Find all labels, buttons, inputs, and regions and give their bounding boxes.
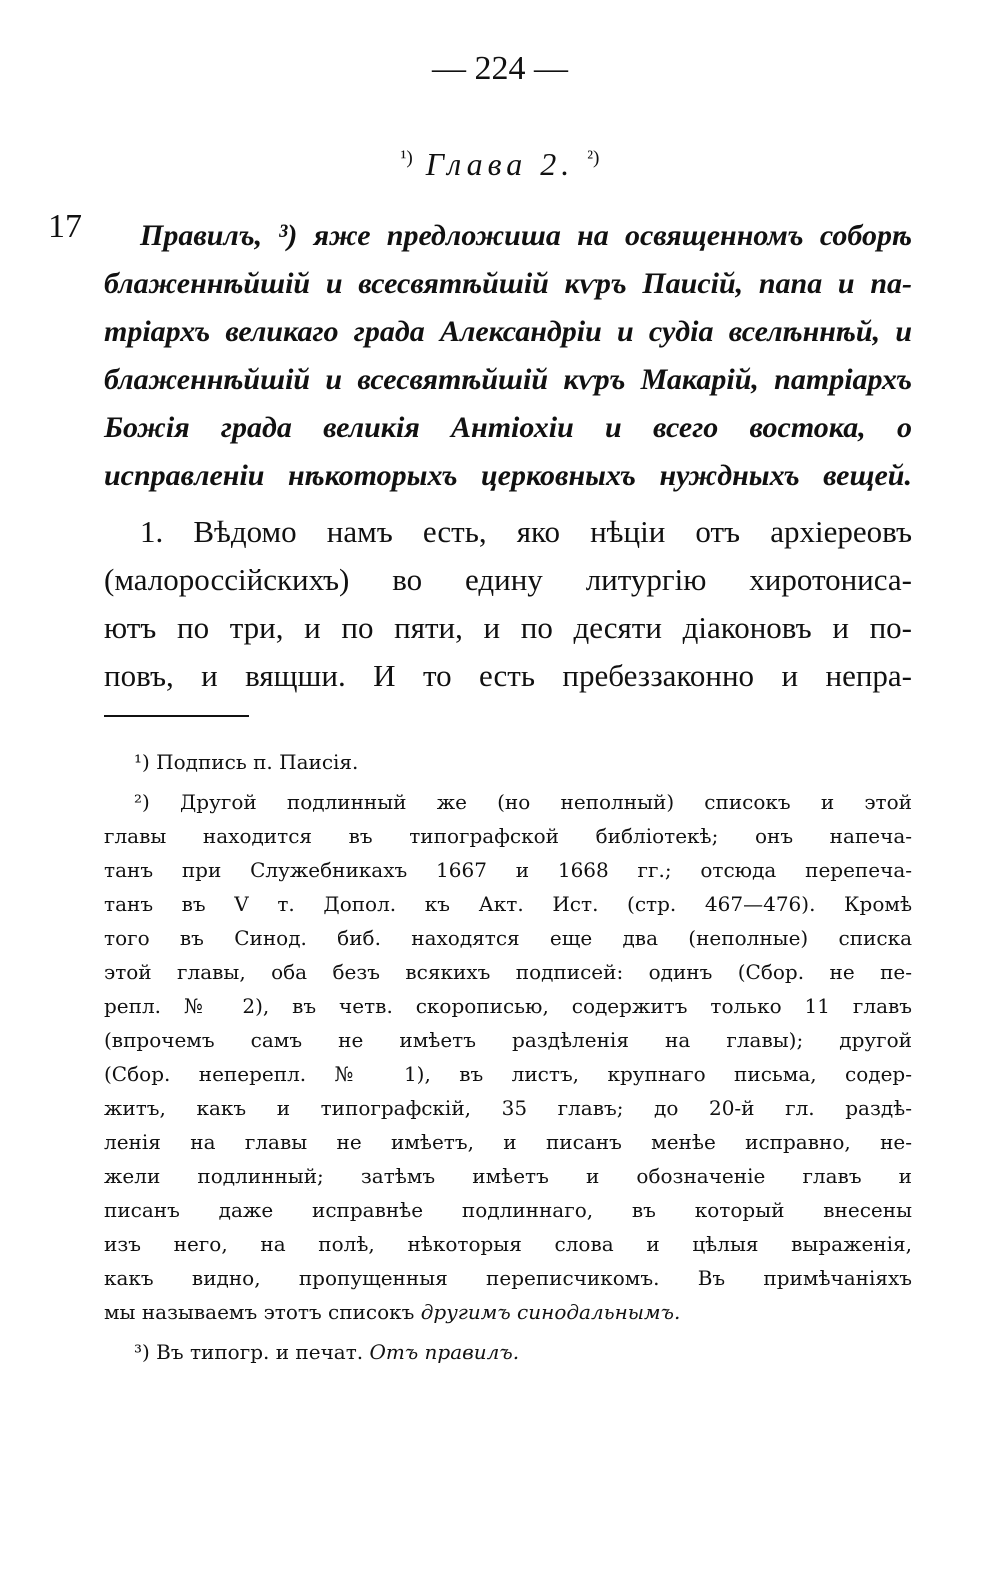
chapter-footnote-mark-2: ²) <box>587 147 600 169</box>
chapter-title: Глава 2. <box>425 146 575 182</box>
intro-paragraph <box>104 212 912 500</box>
footnotes <box>104 745 912 1375</box>
footnote-3-plain: ³) Въ типогр. и печат. <box>134 1340 370 1364</box>
footnote-2-line: этой главы, оба безъ всякихъ подписей: одинъ (Сбор. не пе- <box>104 960 912 984</box>
footnote-3-text <box>104 1335 912 1369</box>
footnote-3-italic: Отъ правилъ. <box>369 1340 520 1364</box>
footnote-2-line: репл. № 2), въ четв. скорописью, содержитъ только 11 главъ <box>104 994 912 1018</box>
footnote-2 <box>104 785 912 1329</box>
body-line: ютъ по три, и по пяти, и по десяти діаконовъ и по- <box>104 610 912 645</box>
intro-line: блаженнѣйшій и всесвятѣйшій кѵръ Макарій, патріархъ <box>104 363 912 396</box>
footnote-2-line: (впрочемъ самъ не имѣетъ раздѣленія на главы); другой <box>104 1028 912 1052</box>
footnote-2-last-plain: мы называемъ этотъ списокъ <box>104 1300 421 1324</box>
footnote-3 <box>104 1335 912 1369</box>
intro-line: Правилъ, ³) яже предложиша на освященномъ соборѣ <box>140 219 912 252</box>
footnote-2-last-italic: другимъ синодальнымъ. <box>420 1300 681 1324</box>
intro-line: исправленіи нѣкоторыхъ церковныхъ нуждныхъ вещей. <box>104 459 912 492</box>
footnote-2-line: танъ при Служебникахъ 1667 и 1668 гг.; отсюда перепеча- <box>104 858 912 882</box>
footnote-2-line: писанъ даже исправнѣе подлиннаго, въ который внесены <box>104 1198 912 1222</box>
footnote-1-text: ¹) Подпись п. Паисія. <box>134 750 359 774</box>
chapter-heading <box>0 146 1000 183</box>
footnote-2-line: житъ, какъ и типографскій, 35 главъ; до 20-й гл. раздѣ- <box>104 1096 912 1120</box>
footnote-2-line: того въ Синод. биб. находятся еще два (неполные) списка <box>104 926 912 950</box>
footnote-2-line: какъ видно, пропущенныя переписчикомъ. Въ примѣчаніяхъ <box>104 1266 912 1290</box>
footnote-2-line: жели подлинный; затѣмъ имѣетъ и обозначеніе главъ и <box>104 1164 912 1188</box>
intro-line: тріархъ великаго града Александріи и судіа вселѣннѣй, и <box>104 315 912 348</box>
body-line: (малороссійскихъ) во едину литургію хиротониса- <box>104 562 912 597</box>
body-line: повъ, и вящши. И то есть пребеззаконно и непра- <box>104 658 912 693</box>
footnote-2-line: изъ него, на полѣ, нѣкоторыя слова и цѣлыя выраженія, <box>104 1232 912 1256</box>
intro-line: блаженнѣйшій и всесвятѣйшій кѵръ Паисій, папа и па- <box>104 267 912 300</box>
main-paragraph <box>104 508 912 700</box>
footnote-1 <box>104 745 912 779</box>
footnote-2-line: ²) Другой подлинный же (но неполный) списокъ и этой <box>134 790 912 814</box>
chapter-footnote-mark-1: ¹) <box>400 147 413 169</box>
body-line: 1. Вѣдомо намъ есть, яко нѣціи отъ архіереовъ <box>140 514 912 549</box>
footnote-2-line: танъ въ V т. Допол. къ Акт. Ист. (стр. 467—476). Кромѣ <box>104 892 912 916</box>
margin-number: 17 <box>48 208 82 245</box>
footnote-2-last-line <box>104 1295 912 1329</box>
footnote-2-line: главы находится въ типографской библіотекѣ; онъ напеча- <box>104 824 912 848</box>
footnote-2-line: ленія на главы не имѣетъ, и писанъ менѣе исправно, не- <box>104 1130 912 1154</box>
footnote-2-line: (Сбор. неперепл. № 1), въ листъ, крупнаго письма, содер- <box>104 1062 912 1086</box>
page-number: — 224 — <box>432 50 568 87</box>
footnote-divider <box>104 715 249 717</box>
intro-line: Божія града великія Антіохіи и всего востока, о <box>104 411 912 444</box>
